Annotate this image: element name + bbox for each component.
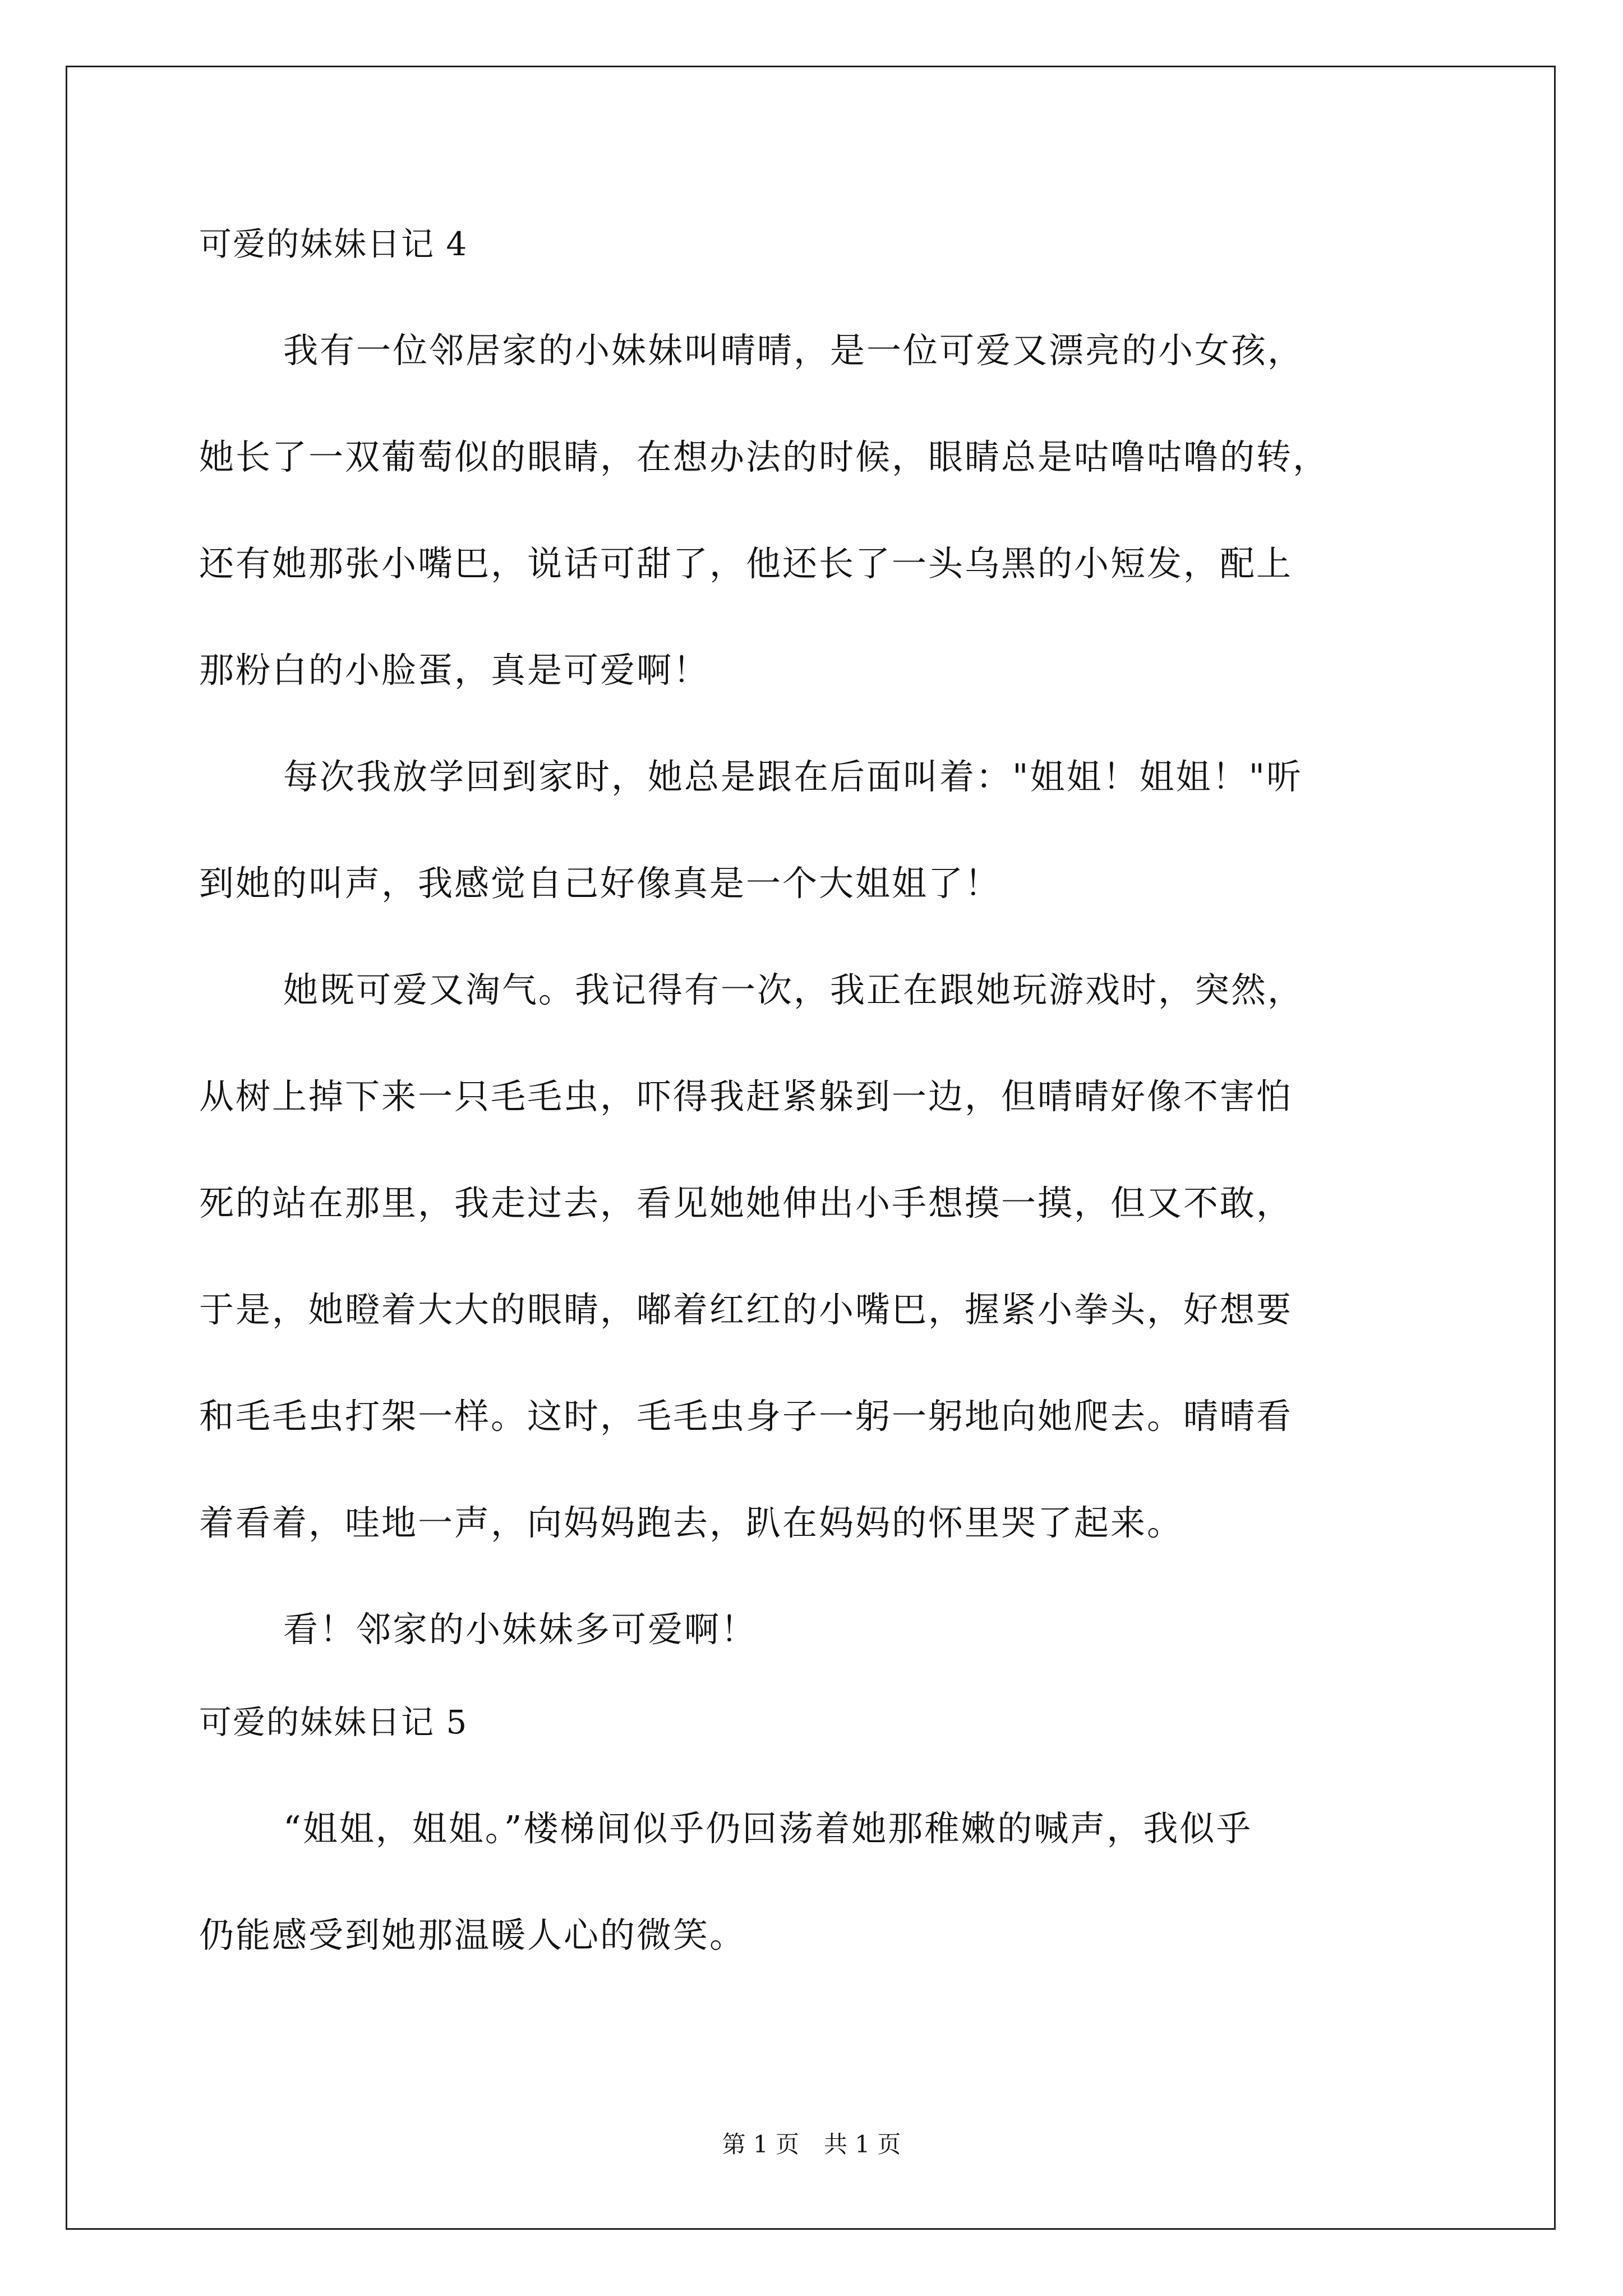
- paragraph-line: 于是，她瞪着大大的眼睛，嘟着红红的小嘴巴，握紧小拳头，好想要: [199, 1289, 1293, 1330]
- paragraph-line: 从树上掉下来一只毛毛虫，吓得我赶紧躲到一边，但晴晴好像不害怕: [199, 1076, 1293, 1117]
- paragraph-line: 她长了一双葡萄似的眼睛，在想办法的时候，眼睛总是咕噜咕噜的转，: [199, 436, 1330, 477]
- section-title-4: 可爱的妹妹日记 4: [199, 225, 468, 263]
- page-footer: [0, 2129, 1623, 2160]
- paragraph-line: 每次我放学回到家时，她总是跟在后面叫着："姐姐！姐姐！"听: [283, 756, 1303, 797]
- page-number: 第 1 页: [722, 2131, 799, 2158]
- paragraph-line: 那粉白的小脸蛋，真是可爱啊！: [199, 650, 710, 691]
- paragraph-line: 我有一位邻居家的小妹妹叫晴晴，是一位可爱又漂亮的小女孩，: [283, 330, 1304, 371]
- paragraph-line: 她既可爱又淘气。我记得有一次，我正在跟她玩游戏时，突然，: [283, 969, 1304, 1010]
- paragraph-line: 到她的叫声，我感觉自己好像真是一个大姐姐了！: [199, 863, 1002, 904]
- paragraph-line: 还有她那张小嘴巴，说话可甜了，他还长了一头乌黑的小短发，配上: [199, 543, 1293, 584]
- paragraph-line: 看！邻家的小妹妹多可爱啊！: [283, 1609, 758, 1650]
- paragraph-line: 和毛毛虫打架一样。这时，毛毛虫身子一躬一躬地向她爬去。晴晴看: [199, 1396, 1293, 1437]
- page-border: [66, 66, 1556, 2230]
- paragraph-line: 死的站在那里，我走过去，看见她她伸出小手想摸一摸，但又不敢，: [199, 1182, 1293, 1223]
- page-total: 共 1 页: [824, 2131, 901, 2158]
- section-title-5: 可爱的妹妹日记 5: [199, 1703, 468, 1741]
- paragraph-line: 仍能感受到她那温暖人心的微笑。: [199, 1915, 746, 1955]
- paragraph-line: “姐姐，姐姐。”楼梯间似乎仍回荡着她那稚嫩的喊声，我似乎: [283, 1808, 1253, 1849]
- paragraph-line: 着看着，哇地一声，向妈妈跑去，趴在妈妈的怀里哭了起来。: [199, 1502, 1184, 1543]
